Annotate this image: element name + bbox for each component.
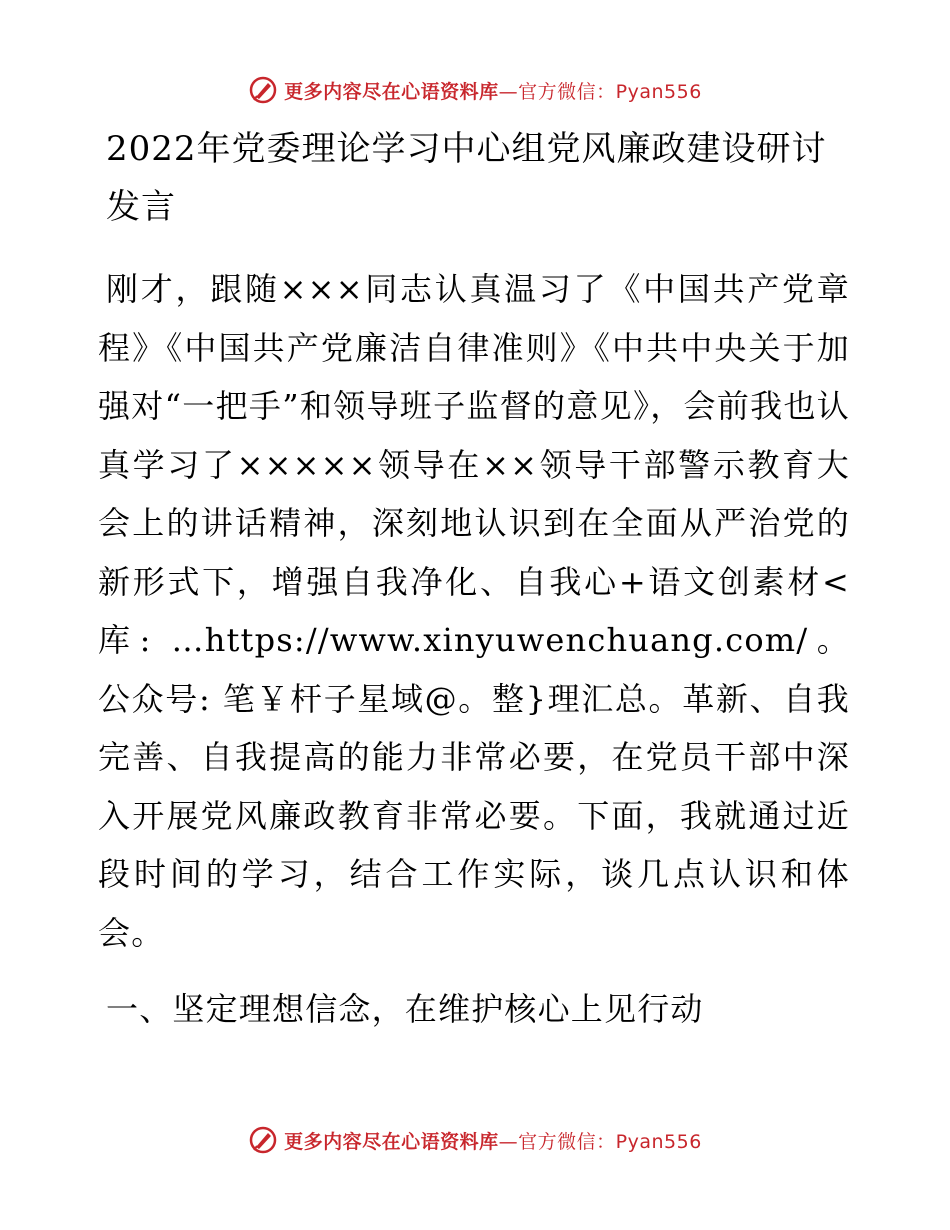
document-body bbox=[98, 120, 850, 1038]
header-watermark-text: 更多内容尽在心语资料库—官方微信：Pyan556 bbox=[284, 80, 702, 103]
document-title: 2022年党委理论学习中心组党风廉政建设研讨发言 bbox=[106, 129, 827, 227]
footer-watermark-text: 更多内容尽在心语资料库—官方微信：Pyan556 bbox=[284, 1130, 702, 1153]
footer-watermark bbox=[0, 1120, 950, 1160]
quill-logo-icon bbox=[248, 75, 278, 105]
header-watermark bbox=[0, 70, 950, 110]
quill-logo-icon bbox=[248, 1125, 278, 1155]
section-heading: 一、坚定理想信念，在维护核心上见行动 bbox=[106, 990, 704, 1028]
body-paragraph: 刚才，跟随×××同志认真温习了《中国共产党章程》《中国共产党廉洁自律准则》《中共中央关于加强对“一把手”和领导班子监督的意见》，会前我也认真学习了×××××领导在××领导干部警示教育大会上的讲话精神，深刻地认识到在全面从严治党的新形式下，增强自我净化、自我心+语文创素材<库: …https://www.xinyuwenchuang.com/。公众号: 笔￥杆子星域@。整}理汇总。革新、自我完善、自我提高的能力非常必要，在党员干部中深入开展党风廉政教育非常必要。下面，我就通过近段时间的学习，结合工作实际，谈几点认识和体会。 bbox=[98, 270, 850, 952]
